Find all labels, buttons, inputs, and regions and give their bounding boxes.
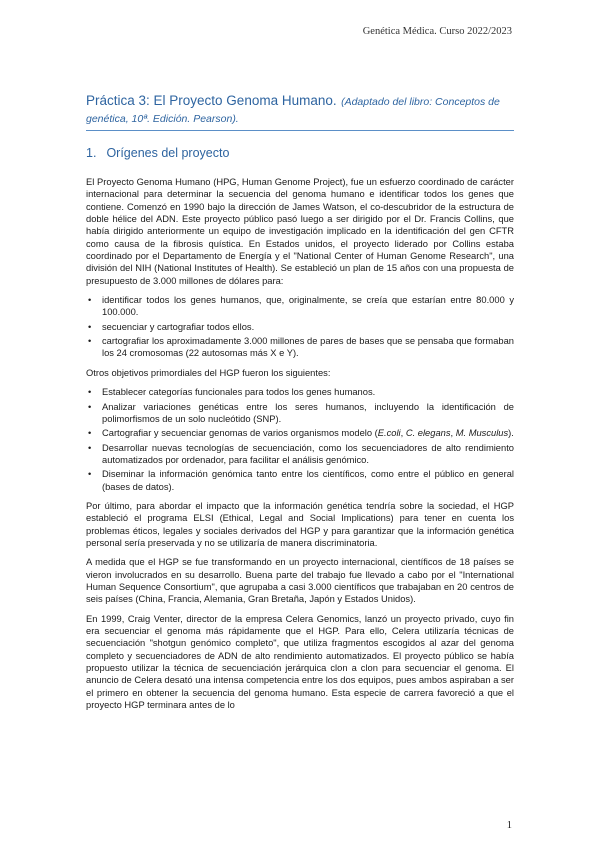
plan-list: [86, 294, 514, 360]
paragraph-celera: En 1999, Craig Venter, director de la empresa Celera Genomics, lanzó un proyecto privado, cuyo fin era secuenciar el genoma más rápidamente que el HGP. Para ello, Celera utilizaría técnicas de secuenciación "shotgun genómico completo", que utiliza fragmentos escogidos al azar del genoma completo y secuenciadores de ADN de alto rendimiento automatizados. El proyecto público se había propuesto utilizar la técnica de secuenciación jerárquica clon a clon para secuenciar el genoma. El anuncio de Celera desató una intensa competencia entre los dos equipos, pues ambos aspiraban a ser el primero en obtener la secuencia del genoma humano. Esta especie de carrera favoreció a que el proyecto HGP terminara antes de lo: [86, 613, 514, 711]
species-ecoli: E.coli: [377, 428, 401, 439]
list-item: [86, 427, 514, 439]
list-item: • Diseminar la información genómica tanto entre los científicos, como entre el público en general (bases de datos).: [86, 468, 514, 493]
section-number: 1.: [86, 146, 97, 160]
objectives-list: [86, 386, 514, 493]
section-title: Orígenes del proyecto: [106, 146, 230, 160]
species-musculus: M. Musculus: [455, 428, 509, 439]
body-text: [86, 176, 514, 718]
list-item-text: Cartografiar y secuenciar genomas de varios organismos modelo (: [102, 428, 378, 439]
list-item: • Analizar variaciones genéticas entre los seres humanos, incluyendo la identificación de polimorfismos de un solo nucleótido (SNP).: [86, 401, 514, 426]
title-main: Práctica 3: El Proyecto Genoma Humano.: [86, 93, 337, 108]
list-item: • Establecer categorías funcionales para todos los genes humanos.: [86, 386, 514, 398]
list-item: • cartografiar los aproximadamente 3.000 millones de pares de bases que se pensaba que formaban los 24 cromosomas (22 autosomas más X e Y).: [86, 335, 514, 360]
list-item: • Desarrollar nuevas tecnologías de secuenciación, como los secuenciadores de alto rendimiento automatizados por ordenador, para facilitar el análisis genómico.: [86, 442, 514, 467]
paragraph-consortium: A medida que el HGP se fue transformando en un proyecto internacional, científicos de 18 países se vieron involucrados en su desarrollo. Buena parte del trabajo fue llevado a cabo por el "International Human Sequence Consortium", que agrupaba a casi 3.000 científicos que trabajaban en 20 centros de seis países (China, Francia, Alemania, Gran Bretaña, Japón y Estados Unidos).: [86, 557, 514, 605]
species-celegans: C. elegans: [405, 428, 451, 439]
title-source: (Adaptado del libro: Conceptos de genética, 10ª. Edición. Pearson).: [86, 96, 500, 125]
practice-title: [86, 93, 514, 131]
list-item: • identificar todos los genes humanos, que, originalmente, se creía que estarían entre 80.000 y 100.000.: [86, 294, 514, 319]
running-header: Genética Médica. Curso 2022/2023: [362, 26, 512, 37]
page-number: 1: [506, 820, 512, 831]
paragraph-elsi: Por último, para abordar el impacto que la información genética tendría sobre la sociedad, el HGP estableció el programa ELSI (Ethical, Legal and Social Implications) para tener en cuenta los problemas éticos, legales y sociales derivados del HGP y para garantizar que la información genética personal sería preservada y no se utilizaría de manera discriminatoria.: [86, 500, 514, 548]
section-heading: [86, 146, 229, 160]
paragraph-objectives: Otros objetivos primordiales del HGP fueron los siguientes:: [86, 367, 331, 378]
list-item: • secuenciar y cartografiar todos ellos.: [86, 321, 514, 333]
separator: ,: [400, 428, 406, 439]
paragraph-intro: El Proyecto Genoma Humano (HPG, Human Genome Project), fue un esfuerzo coordinado de carácter internacional para determinar la secuencia del genoma humano e identificar todos los genes que contiene. Comenzó en 1990 bajo la dirección de James Watson, el co-descubridor de la estructura de doble hélice del ADN. Este proyecto público pasó luego a ser dirigido por el Dr. Francis Collins, que había dirigido anteriormente un equipo de investigación implicado en la identificación del gen CFTR como causa de la fibrosis quística. En Estados unidos, el proyecto liderado por Collins estaba coordinado por el Departamento de Energía y el "National Center of Human Genome Research", una división del NIH (National Institutes of Health). Se estableció un plan de 15 años con una propuesta de presupuesto de 3.000 millones de dólares para:: [86, 177, 514, 286]
separator: ,: [450, 428, 456, 439]
list-item-text: ).: [508, 428, 514, 439]
